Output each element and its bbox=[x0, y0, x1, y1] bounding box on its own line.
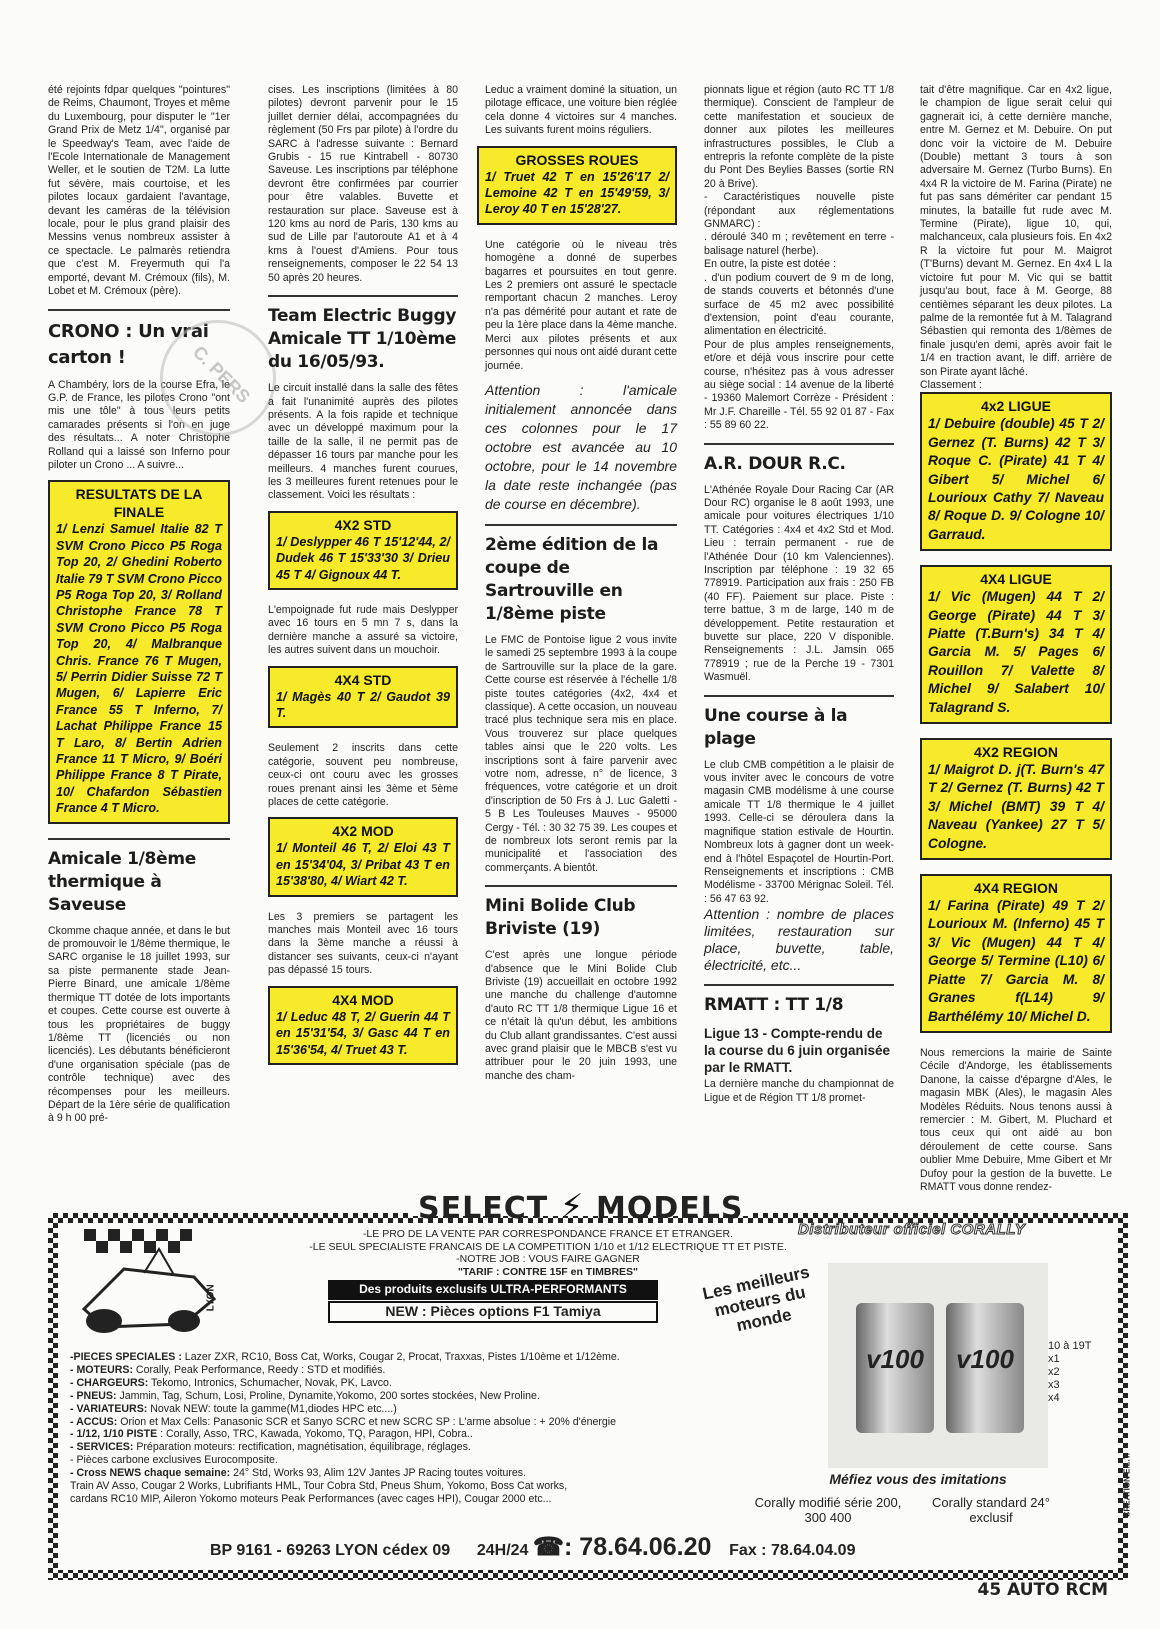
race-car-logo bbox=[64, 1229, 254, 1339]
list-item: - MOTEURS: Corally, Peak Performance, Reedy : STD et modifiés. bbox=[70, 1363, 386, 1376]
list-item: - SERVICES: Préparation moteurs: rectification, magnétisation, équilibrage, réglages. bbox=[70, 1441, 471, 1454]
new-banner: NEW : Pièces options F1 Tamiya bbox=[328, 1301, 658, 1323]
divider bbox=[485, 885, 677, 887]
motor-can: v100 bbox=[946, 1303, 1024, 1433]
ad-slogan: -NOTRE JOB : VOUS FAIRE GAGNER bbox=[456, 1253, 640, 1265]
address: BP 9161 - 69263 LYON cédex 09 bbox=[210, 1542, 451, 1559]
article-text: cises. Les inscriptions (limitées à 80 pilotes) devront parvenir pour le 15 juillet dernier délai, accompagnées du règlement (50 Frs par pilote) à l'ordre du SARC à l'adresse suivante : Bernard Grubis - 15 rue Kintrabell - 80730 Saveuse. Les inscriptions par téléphone devront être confirmées par courrier pour être valables. Buvette et restauration sur place. Saveuse est à 120 kms au nord de Paris, 130 kms au sud de Lille par l'autoroute A1 et à 4 kms à l'ouest d'Amiens. Pour tous renseignements, composer le 22 54 13 50 après 20 heures. bbox=[268, 84, 458, 284]
results-box-body: 1/ Truet 42 T en 15'26'17 2/ Lemoine 42 T en 15'49'59, 3/ Leroy 40 T en 15'28'27. bbox=[485, 169, 669, 217]
article-text: été rejoints fdpar quelques "pointures" de Reims, Chaumont, Troyes et même du Luxembourg, pour disputer le "1er Grand Prix de Metz 1/4", organisé par le Speedway's Team, avec l'aide de l'Ecole Internationale de Management Weller, et le soutien de T2M. La lutte fut sévère, mais courtoise, et les pilotes locaux gardaient l'avantage, devant les caméras de la télévision locale, pour le plus grand plaisir des Messins venus nombreux assister à ce spectacle. Le palmarès retiendra que c'est M. Freyermuth qui l'a emporté, devant M. Crémoux (fils), M. Lobet et M. Crémoux (père). bbox=[48, 84, 230, 298]
results-box-body: 1/ Farina (Pirate) 49 T 2/ Lourioux M. (Inferno) 45 T 3/ Vic (Mugen) 44 T 4/ George 5/ Termine (L10) 6/ Piatte 7/ Garcia M. 8/ Granes f(L14) 9/ Barthélémy 10/ Michel D. bbox=[928, 898, 1104, 1024]
results-box-body: 1/ Lenzi Samuel Italie 82 T SVM Crono Picco P5 Roga Top 20, 2/ Ghedini Roberto Italie 79 T SVM Crono Picco P5 Roga Top 20, 3/ Rolland Christophe France 78 T SVM Crono Picco P5 Roga Top 20, 4/ Malbranque Chris. France 76 T Mugen, 5/ Perrin Didier Suisse 72 T Mugen, 6/ Lapierre Eric France 55 T Inferno, 7/ Lachat Philippe France 15 T Laro, 8/ Bertin Adrien France 11 T Micro, 9/ Boéri Philippe France 8 T Pirate, 10/ Chafardon Sébastien France 4 T Micro. bbox=[56, 522, 222, 816]
page-folio: 45 AUTO RCM bbox=[977, 1580, 1108, 1600]
list-item: - 1/12, 1/10 PISTE : Corally, Asso, TRC, Kawada, Yokomo, TQ, Paragon, HPI, Cobra.. bbox=[70, 1428, 473, 1441]
article-text: Pour de plus amples renseignements, et/ore et déjà vous inscrire pour cette course, n'hésitez pas à vous adresser au siège social : 14 avenue de la liberté - 19360 Malemort Corrèze - Président : Mr J.F. Chareille - Tél. 55 92 01 87 - Fax : 55 89 60 22. bbox=[704, 338, 894, 432]
article-text: A Chambéry, lors de la course Efra, le G.P. de France, les pilotes Crono "ont mis une tôle" à tous leurs petits camarades présents si l'on en juge des résultats... A noter Christophe Rolland qui a laissé son Inferno pour piloter un Crono ... A suivre... bbox=[48, 378, 230, 471]
results-box-4x4-std bbox=[268, 666, 458, 729]
list-item: -PIECES SPECIALES : Lazer ZXR, RC10, Boss Cat, Works, Cougar 2, Procat, Traxxas, Pistes 1/10ème et 1/12ème. bbox=[70, 1351, 620, 1363]
motor-winds: 10 à 19T x1 x2 x3 x4 bbox=[1048, 1340, 1092, 1404]
results-box-body: 1/ Leduc 48 T, 2/ Guerin 44 T en 15'31'54, 3/ Gasc 44 T en 15'36'54, 4/ Truet 43 T. bbox=[276, 1009, 450, 1057]
fax-number: Fax : 78.64.04.09 bbox=[729, 1542, 856, 1559]
divider bbox=[704, 695, 894, 697]
select-models-ad bbox=[48, 1187, 1131, 1580]
article-text: La dernière manche du championnat de Ligue et de Région TT 1/8 promet- bbox=[704, 1078, 894, 1104]
column-5 bbox=[920, 84, 1112, 1200]
results-box-title: 4X4 REGION bbox=[973, 880, 1059, 897]
list-item: - VARIATEURS: Novak NEW: toute la gamme(M1,diodes HPC etc....) bbox=[70, 1402, 397, 1415]
motors-photo bbox=[828, 1263, 1048, 1468]
column-1 bbox=[48, 84, 230, 1132]
brand-left: SELECT bbox=[418, 1191, 549, 1226]
divider bbox=[48, 309, 230, 311]
results-box-title: RESULTATS DE LA FINALE bbox=[75, 486, 203, 521]
ad-slogans bbox=[298, 1228, 798, 1278]
column-3 bbox=[485, 84, 677, 1089]
list-item: - CHARGEURS: Tekomo, Intronics, Schumacher, Novak, PK, Lavco. bbox=[70, 1376, 392, 1389]
results-box-body: 1/ Maigrot D. j(T. Burn's 47 T 2/ Gernez (T. Burns) 42 T 3/ Michel (BMT) 39 T 4/ Naveau (Yankee) 27 T 5/ Cologne. bbox=[928, 762, 1104, 851]
hours: 24H/24 bbox=[476, 1542, 529, 1559]
ad-slogan: -LE PRO DE LA VENTE PAR CORRESPONDANCE FRANCE ET ETRANGER. bbox=[362, 1228, 734, 1240]
phone-icon: ☎ bbox=[532, 1533, 565, 1561]
article-text: Ckomme chaque année, et dans le but de promouvoir le 1/8ème thermique, le SARC organise le 18 juillet 1993, sur sa piste permanente stade Jean-Pierre Binard, une amicale 1/8ème thermique TT dotée de lots importants et coupes. Cette course est ouverte à tous les propriétaires de buggy 1/8ème TT (licenciés ou non licenciés). Les débutants bénéficieront d'une organisation spéciale (pas de contrôle technique) avec des récompenses pour les meilleurs. Départ de la 1ère série de qualification à 9 h 00 pré- bbox=[48, 924, 230, 1125]
results-box-4x2-ligue bbox=[920, 392, 1112, 551]
results-box-body: 1/ Vic (Mugen) 44 T 2/ George (Pirate) 44 T 3/ Piatte (T.Burn's) 34 T 4/ Garcia M. 5/ Pages 6/ Rouillon 7/ Valette 8/ Michel 9/ Salabert 10/ Talagrand S. bbox=[928, 589, 1104, 715]
creation-credit: CREATION E.L.T. bbox=[1122, 1453, 1131, 1518]
article-text: Une catégorie où le niveau très homogène a donné de superbes bagarres et poursuites en tout genre. Les 2 premiers ont assuré le spectacle remportant chacun 2 manches. Leroy n'a pas démérité pour autant et rate de peu la 1ère place dans la 4ème manche. Merci aux pilotes présents et aux personnes qui nous ont aidé durant cette journée. bbox=[485, 238, 678, 372]
results-box-body: 1/ Monteil 46 T, 2/ Eloi 43 T en 15'34'04, 3/ Pribat 43 T en 15'38'80, 4/ Wiart 42 T. bbox=[276, 841, 450, 889]
article-text: - Caractéristiques nouvelle piste (répondant aux réglementations GNMARC) : bbox=[704, 191, 894, 231]
results-box-4x2-mod bbox=[268, 817, 458, 896]
corally-modified: Corally modifié série 200, 300 400 bbox=[754, 1495, 902, 1525]
article-text: Les 3 premiers se partagent les manches mais Monteil avec 16 tours dans la 3ème manche a réussi à distancer ses suivants, ceux-ci n'ayant pas dépassé 15 tours. bbox=[268, 910, 458, 977]
article-text: Nous remercions la mairie de Sainte Cécile d'Andorge, les établissements Danone, la caisse d'épargne d'Ales, le magasin MBK (Ales), le magasin Ales Modèles Réduits. Nous tenons aussi à remercier : M. Gibert, M. Pluchard et tous ceux qui ont aidé au bon déroulement de cette course. Sans oublier Mme Debuire, Mme Gibert et Mr Dufoy pour la gestion de la buvette. Le RMATT vous donne rendez- bbox=[920, 1046, 1112, 1193]
divider bbox=[485, 524, 677, 526]
heading-team-electric: Team Electric Buggy Amicale TT 1/10ème du 16/05/93. bbox=[268, 306, 457, 373]
column-2 bbox=[268, 84, 458, 1079]
contact-bar bbox=[210, 1533, 1070, 1561]
divider bbox=[268, 295, 458, 297]
results-box-title: 4X2 MOD bbox=[332, 823, 394, 840]
results-box-title: 4X2 REGION bbox=[973, 744, 1059, 761]
results-box-title: 4X2 STD bbox=[334, 516, 392, 533]
heading-rmatt: RMATT : TT 1/8 bbox=[704, 995, 844, 1016]
list-item: cardans RC10 MIP, Aileron Yokomo moteurs Peak Performances (avec cages HPI), Cougar 2000 etc... bbox=[70, 1492, 552, 1505]
lyon-label: LYON bbox=[205, 1284, 217, 1312]
lightning-bolt-icon: ⚡ bbox=[559, 1187, 585, 1227]
brand-title bbox=[408, 1187, 753, 1227]
ad-slogan: -LE SEUL SPECIALISTE FRANCAIS DE LA COMPETITION 1/10 et 1/12 ELECTRIQUE TT ET PISTE. bbox=[309, 1240, 787, 1253]
motor-can: v100 bbox=[856, 1303, 934, 1433]
list-item: - Pièces carbone exclusives Eurocomposite. bbox=[70, 1454, 278, 1467]
article-text: . d'un podium couvert de 9 m de long, de stands couverts et bétonnés d'une surface de 45 m2 avec possibilité d'extension, point d'eau courante, alimentation en électricité. bbox=[704, 271, 894, 338]
watermark-stamp: C. PERS bbox=[136, 296, 300, 460]
results-box-4x4-region bbox=[920, 874, 1112, 1033]
results-box-title: 4X4 LIGUE bbox=[980, 571, 1052, 588]
article-text: L'Athénée Royale Dour Racing Car (AR Dour RC) organise le 8 août 1993, une amicale pour voitures électriques 1/10 TT. Catégories : 4x4 et 4x2 Std et Mod. Lieu : terrain permanent - rue de l'Athénée Dour (10 km Valenciennes). Inscription par téléphone : 19 32 65 778919. Participation aux frais : 250 FB (40 FF). Paiement sur place. Piste : terre battue, 3 m de large, 140 m de développement. Petite restauration et buvette sur place, 220 V disponible. Renseignements : J.L. Jamsin 065 778919 ; rue de la Perche 19 - 7301 Wasmuël. bbox=[704, 483, 894, 684]
article-text: En outre, la piste est dotée : bbox=[704, 258, 836, 271]
beware-notice: Méfiez vous des imitations bbox=[829, 1471, 1007, 1487]
ad-tarif: "TARIF : CONTRE 15F en TIMBRES" bbox=[457, 1265, 639, 1278]
results-box-title: GROSSES ROUES bbox=[515, 151, 639, 168]
corally-standard: Corally standard 24° exclusif bbox=[932, 1495, 1050, 1525]
article-text: Le circuit installé dans la salle des fêtes a fait l'unanimité auprès des pilotes présents. A la fois rapide et technique avec un développé maximum pour la taille de la salle, il ne permit pas de dépasser 16 tours par manche pour les meilleurs. 4 manches furent courues, les 3 meilleures furent retenues pour le classement. Voici les résultats : bbox=[268, 382, 458, 502]
results-box-finale bbox=[48, 480, 230, 823]
results-box-body: 1/ Deslypper 46 T 15'12'44, 2/ Dudek 46 T 15'33'30 3/ Drieu 45 T 4/ Gignoux 44 T. bbox=[276, 534, 450, 582]
article-text: Le FMC de Pontoise ligue 2 vous invite le samedi 25 septembre 1993 à la coupe de Sartrouville sur la place de la gare. Cette course est réservée à l'échelle 1/8 piste toutes catégories (4x2, 4x4 et classique). A cette occasion, un nouveau tracé plus technique sera mis en place. Vous trouverez sur place quelques tables ainsi que le 220 volts. Les inscriptions sont à faire parvenir avec votre nom, adresse, n° de licence, 3 fréquences, votre catégorie et un droit d'inscription de 50 Frs à J. Luc Galetti - 5 B Les Touleuses Mauves - 95000 Cergy - Tél. : 30 32 75 39. Les coupes et de nombreux lots seront remis par la municipalité et l'association des commerçants. A bientôt. bbox=[485, 633, 677, 874]
results-box-4x2-std bbox=[268, 511, 458, 590]
results-box-title: 4X4 MOD bbox=[332, 991, 394, 1008]
distributor-title: Distributeur officiel CORALLY bbox=[798, 1221, 1026, 1238]
divider bbox=[48, 838, 230, 840]
attention-note: Attention : l'amicale initialement annoncée dans ces colonnes pour le 17 octobre est avancée au 10 octobre, pour le 14 novembre la date reste inchangée (pas de course en décembre). bbox=[485, 381, 677, 512]
column-4 bbox=[704, 84, 894, 1111]
product-list bbox=[70, 1351, 720, 1506]
article-text: tait d'être magnifique. Car en 4x2 ligue, le champion de ligue serait celui qui gagnerait ici, à cette dernière manche, entre M. Gernez et M. Debuire. On put donc voir la victoire de M. Debuire (Double) mettant 3 tours à son adversaire M. Gernez (Turbo Burns). En 4x4 R la victoire de M. Farina (Pirate) ne fut pas sans démériter car pendant 15 minutes, la bataille fut rude avec M. Termine (Pirate), ligue 10, qui, malchanceux, cala plusieurs fois. En 4x2 R la victoire fut pour M. Maigrot (T'Burns) devant M. Gernez. En 4x4 L la victoire fut pour M. Vic qui se battit jusqu'au bout, face à M. George, 88 centièmes séparant les deux pilotes. La palme de la remontée fut à M. Talagrand Sébastien qui remonta des 1/8èmes de finale jusqu'en demi, après avoir fait le 1/4 en traction avant, le diff. arrière de son Pirate ayant lâché. bbox=[920, 84, 1112, 378]
list-item: - PNEUS: Jammin, Tag, Schum, Losi, Proline, Dynamite,Yokomo, 200 sortes stockées, New Proline. bbox=[70, 1389, 540, 1402]
results-box-body: 1/ Magès 40 T 2/ Gaudot 39 T. bbox=[276, 689, 450, 720]
article-text: . déroulé 340 m ; revêtement en terre - balisage naturel (herbe). bbox=[704, 231, 894, 257]
article-text: Seulement 2 inscrits dans cette catégorie, souvent peu nombreuse, ceux-ci ont couru avec les grosses roues prenant ainsi les 3ème et 5ème places de cette catégorie. bbox=[268, 742, 458, 809]
article-text: pionnats ligue et région (auto RC TT 1/8 thermique). Conscient de l'ampleur de cette manifestation et soucieux de donner aux pilotes les meilleures infrastructures possibles, le Club a entrepris la refonte complète de la piste du Pont Des Beylies Basses (sortie RN 20 à Brive). bbox=[704, 84, 894, 190]
divider bbox=[704, 443, 894, 445]
list-item: Train AV Asso, Cougar 2 Works, Lubrifiants HML, Tour Cobra Std, Pneus Shum, Yokomo, Boss Cat works, bbox=[70, 1480, 568, 1493]
heading-plage: Une course à la plage bbox=[704, 705, 848, 749]
results-box-4x4-mod bbox=[268, 986, 458, 1065]
article-text: Le club CMB compétition a le plaisir de vous inviter avec le concours de votre magasin CMB modélisme à une course amicale TT 1/8 thermique le 4 juillet 1993. Celle-ci se déroulera dans la magnifique station estivale de Hourtin. Nombreux lots à gagner dont un week-end à l'hôtel Espaçotel de Hourtin-Port. Renseignements et inscriptions : CMB Modélisme - 33700 Mérignac Soleil. Tél. : 56 47 63 92. bbox=[704, 758, 894, 905]
heading-mini-bolide: Mini Bolide Club Briviste (19) bbox=[485, 896, 636, 940]
heading-sartrouville: 2ème édition de la coupe de Sartrouville en 1/8ème piste bbox=[485, 534, 659, 624]
phone-number: : 78.64.06.20 bbox=[564, 1533, 712, 1561]
results-box-title: 4X4 STD bbox=[334, 671, 392, 688]
list-item: - ACCUS: Orion et Max Cells: Panasonic SCR et Sanyo SCRC et new SCRC SP : L'arme absolue : + 20% d'énergie bbox=[70, 1415, 617, 1428]
heading-amicale: Amicale 1/8ème thermique à Saveuse bbox=[48, 848, 196, 915]
article-text: Leduc a vraiment dominé la situation, un pilotage efficace, une voiture bien réglée cela donne 4 victoires sur 4 manches. Les suivants furent moins réguliers. bbox=[485, 84, 677, 137]
attention-note: Attention : nombre de places limitées, restauration sur place, buvette, table, électricité, etc... bbox=[704, 906, 894, 974]
brand-right: MODELS bbox=[595, 1191, 744, 1226]
list-item: - Cross NEWS chaque semaine: 24° Std, Works 93, Alim 12V Jantes JP Racing toutes voitures. bbox=[70, 1467, 527, 1480]
results-box-grosses-roues bbox=[477, 146, 677, 225]
article-text: L'empoignade fut rude mais Deslypper avec 16 tours en 5 mn 7 s, dans la dernière manche a assuré sa victoire, les autres suivent dans un mouchoir. bbox=[268, 603, 458, 657]
results-box-4x4-ligue bbox=[920, 565, 1112, 724]
results-box-4x2-region bbox=[920, 738, 1112, 860]
divider bbox=[704, 984, 894, 986]
exclusive-banner: Des produits exclusifs ULTRA-PERFORMANTS bbox=[328, 1280, 658, 1300]
classement-label: Classement : bbox=[920, 378, 982, 391]
subheading-rmatt: Ligue 13 - Compte-rendu de la course du 6 juin organisée par le RMATT. bbox=[704, 1026, 891, 1076]
best-motors-slogan: Les meilleurs moteurs du monde bbox=[700, 1262, 812, 1336]
results-box-title: 4x2 LIGUE bbox=[980, 398, 1052, 415]
heading-crono: CRONO : Un vrai carton ! bbox=[48, 320, 209, 368]
heading-ar-dour: A.R. DOUR R.C. bbox=[704, 453, 846, 474]
article-text: C'est après une longue période d'absence que le Mini Bolide Club Briviste (19) accueillait en octobre 1992 une manche du challenge d'automne d'auto RC TT 1/8 thermique Ligue 16 et ce n'était là qu'un début, les ambitions du Club allant grandissantes. C'est aussi avec grand plaisir que le MBCB s'est vu attribuer pour le 20 juin 1993, une manche des cham- bbox=[485, 949, 677, 1082]
results-box-body: 1/ Debuire (double) 45 T 2/ Gernez (T. Burns) 42 T 3/ Roque C. (Pirate) 41 T 4/ Gibert 5/ Michel 6/ Lourioux Cathy 7/ Naveau 8/ Roque D. 9/ Cologne 10/ Garraud. bbox=[928, 416, 1104, 542]
